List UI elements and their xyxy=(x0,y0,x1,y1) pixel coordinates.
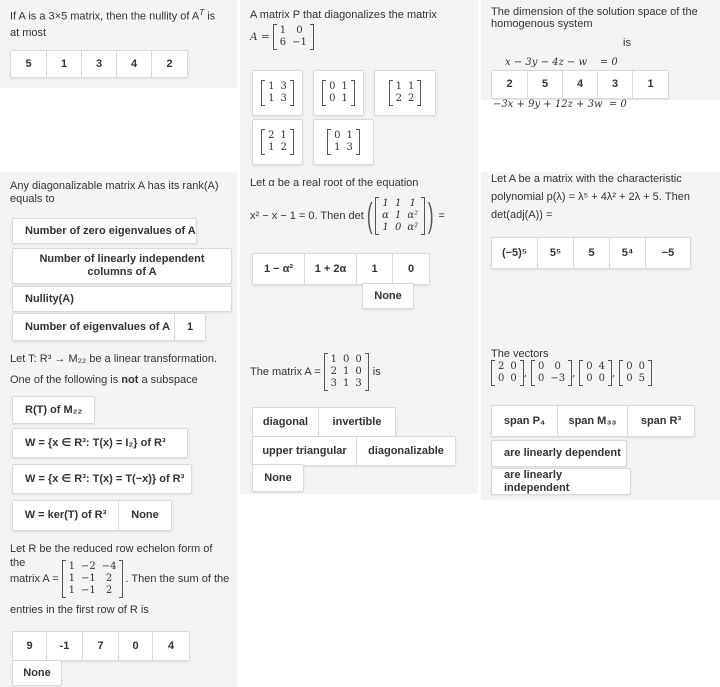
answer-option[interactable]: 0 xyxy=(393,254,429,284)
answer-option[interactable]: Number of linearly independent columns of A xyxy=(12,248,232,284)
question-text: Let A be a matrix with the characteristic xyxy=(491,173,682,185)
answer-option[interactable]: 2 xyxy=(492,71,528,98)
question-text: Any diagonalizable matrix A has its rank(A) equals to xyxy=(10,180,219,205)
answer-option[interactable]: 5 xyxy=(574,238,610,268)
answer-option[interactable]: 1 xyxy=(175,314,205,340)
answer-options xyxy=(12,500,172,531)
answer-option[interactable]: −5 xyxy=(646,238,690,268)
answer-option[interactable]: 0 1 0 1 xyxy=(313,70,364,116)
answer-option[interactable]: span P₄ xyxy=(492,406,558,436)
equation-line: x − 3y − 4z − w = 0 xyxy=(505,57,618,68)
question-card-6 xyxy=(481,172,720,344)
answer-option[interactable]: 4 xyxy=(153,632,189,660)
answer-option[interactable]: 5 xyxy=(11,51,47,77)
answer-option[interactable]: 1 1 2 2 xyxy=(374,70,436,116)
answer-option[interactable]: 5⁵ xyxy=(538,238,574,268)
answer-option[interactable]: None xyxy=(252,464,304,492)
question-card-2 xyxy=(240,0,478,172)
answer-options xyxy=(252,407,396,437)
answer-options xyxy=(12,631,190,661)
answer-option[interactable]: 7 xyxy=(83,632,119,660)
question-card-3 xyxy=(481,0,720,110)
answer-option[interactable]: diagonal xyxy=(253,408,319,436)
question-text: If A is a 3×5 matrix, then the nullity of $A^T$ is xyxy=(10,8,216,23)
answer-option[interactable]: 5⁴ xyxy=(610,238,646,268)
question-text-cont: polynomial p(λ) = λ⁵ + 4λ² + 2λ + 5. Then xyxy=(491,191,690,203)
question-text: Let R be the reduced row echelon form of the xyxy=(10,543,213,569)
answer-option[interactable]: 2 1 1 2 xyxy=(252,119,303,165)
matrix-expression: A = 1 0 6 −1 xyxy=(250,24,470,50)
answer-option[interactable]: -1 xyxy=(47,632,83,660)
question-text: The vectors xyxy=(491,348,549,360)
answer-option[interactable]: 4 xyxy=(117,51,152,77)
vector-list: 2 0 0 0 , 0 0 0 −3 , 0 4 0 0 , 0 0 0 5 xyxy=(491,360,652,386)
answer-option[interactable]: diagonalizable xyxy=(357,437,455,465)
answer-option[interactable]: 3 xyxy=(82,51,117,77)
answer-option[interactable]: W = {x ∈ R³: T(x) = T(−x)} of R³ xyxy=(12,464,192,494)
answer-option[interactable]: Nullity(A) xyxy=(12,286,232,312)
answer-option[interactable]: 0 1 1 3 xyxy=(313,119,374,165)
answer-option[interactable]: span M₃₃ xyxy=(558,406,628,436)
answer-options xyxy=(252,436,456,466)
answer-options xyxy=(491,405,695,437)
answer-options xyxy=(491,237,691,269)
answer-option[interactable]: 1 − α² xyxy=(253,254,305,284)
question-card-4 xyxy=(0,172,237,344)
answer-option[interactable]: are linearly independent xyxy=(491,468,631,495)
answer-option[interactable]: are linearly dependent xyxy=(491,440,627,467)
question-text: The matrix A = 1 0 0 2 1 0 3 1 3 is xyxy=(250,354,381,389)
question-text-cont: at most xyxy=(10,27,47,39)
question-text: A matrix P that diagonalizes the matrix xyxy=(250,9,437,21)
answer-option[interactable]: (−5)⁵ xyxy=(492,238,538,268)
question-text-cont: entries in the first row of R is xyxy=(10,604,149,616)
answer-option[interactable]: 1 xyxy=(633,71,668,98)
question-text: Let T: R³ → M₂₂ be a linear transformation. xyxy=(10,353,218,365)
answer-option[interactable]: 9 xyxy=(13,632,47,660)
answer-options xyxy=(12,313,206,341)
answer-option[interactable]: 3 xyxy=(598,71,633,98)
answer-option[interactable]: R(T) of M₂₂ xyxy=(12,396,95,424)
answer-option[interactable]: None xyxy=(119,501,171,530)
question-text-cont: det(adj(A)) = xyxy=(491,209,553,221)
answer-option[interactable]: 5 xyxy=(528,71,563,98)
question-text-is: is xyxy=(623,37,631,49)
answer-option[interactable]: None xyxy=(362,283,414,309)
question-card-8 xyxy=(240,344,478,494)
question-card-7 xyxy=(0,344,237,534)
answer-option[interactable]: Number of zero eigenvalues of A xyxy=(12,218,197,244)
answer-options xyxy=(10,50,188,78)
question-card-10 xyxy=(0,534,237,687)
answer-option[interactable]: 1 3 1 3 xyxy=(252,70,303,116)
answer-option[interactable]: 1 xyxy=(357,254,393,284)
question-card-1 xyxy=(0,0,237,88)
answer-option[interactable]: None xyxy=(12,660,62,686)
answer-options xyxy=(252,253,430,285)
question-text: Let α be a real root of the equation xyxy=(250,177,419,189)
question-card-5 xyxy=(240,172,478,344)
question-card-9 xyxy=(481,344,720,500)
answer-option[interactable]: 1 xyxy=(47,51,82,77)
answer-option[interactable]: 2 xyxy=(152,51,187,77)
answer-option[interactable]: W = ker(T) of R³ xyxy=(13,501,119,530)
emphasis-not: not xyxy=(121,374,139,386)
question-text: The dimension of the solution space of the homogenous system xyxy=(491,6,698,30)
matrix-expression: matrix A = 1 −2 −4 1 −1 2 1 −1 2 . Then the sum of the xyxy=(10,561,230,596)
answer-option[interactable]: upper triangular xyxy=(253,437,357,465)
answer-option[interactable]: Number of eigenvalues of A xyxy=(13,314,175,340)
answer-option[interactable]: 0 xyxy=(119,632,153,660)
answer-option[interactable]: 1 + 2α xyxy=(305,254,357,284)
answer-option[interactable]: 4 xyxy=(563,71,598,98)
answer-option[interactable]: invertible xyxy=(319,408,395,436)
answer-option[interactable]: W = {x ∈ R³: T(x) = I₂} of R³ xyxy=(12,428,188,458)
question-text-cont: One of the following is not a subspace xyxy=(10,374,198,386)
determinant-expression: x² − x − 1 = 0. Then det ( 1 1 1 α 1 α² 1 0 α² ) = xyxy=(250,197,445,235)
equation-line: −3x + 9y + 12z + 3w = 0 xyxy=(493,99,627,110)
answer-options xyxy=(491,70,669,99)
answer-option[interactable]: span R³ xyxy=(628,406,694,436)
